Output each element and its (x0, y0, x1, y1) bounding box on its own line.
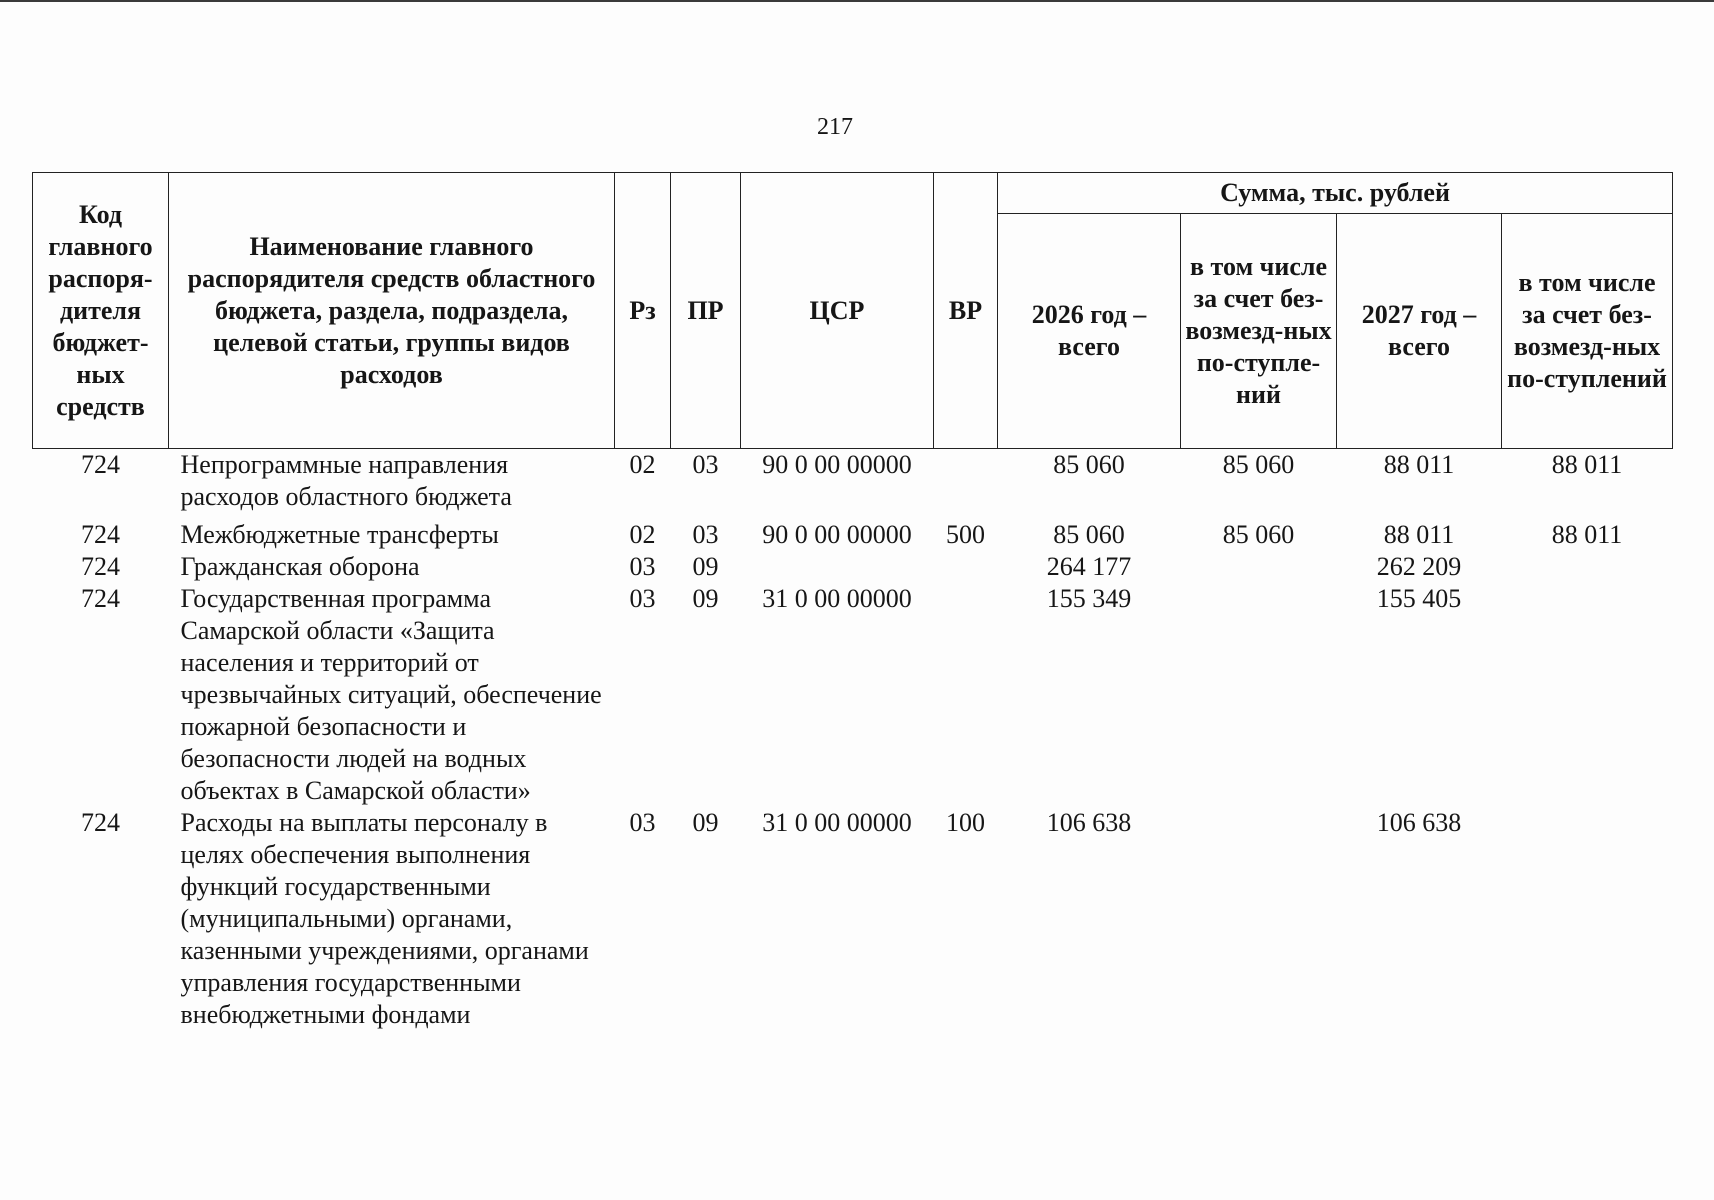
header-2027-gratuitous: в том числе за счет без-возмезд-ных по-ступлений (1502, 214, 1673, 449)
header-name: Наименование главного распорядителя средств областного бюджета, раздела, подраздела, целевой статьи, группы видов расходов (169, 173, 615, 449)
cell-2027-gratuitous: 88 011 (1551, 520, 1623, 549)
cell-rz: 03 (629, 584, 656, 613)
top-edge-rule (0, 0, 1714, 2)
cell-2027-gratuitous (1502, 583, 1673, 807)
table-row (33, 519, 1673, 551)
table-row (33, 449, 1673, 520)
header-pr: ПР (671, 173, 741, 449)
table-body (33, 449, 1673, 1032)
cell-csr: 90 0 00 00000 (762, 520, 912, 549)
cell-2026-total: 106 638 (1046, 808, 1132, 837)
cell-2026-total: 85 060 (1053, 450, 1125, 479)
budget-table (32, 172, 1673, 1031)
cell-2027-gratuitous: 88 011 (1551, 450, 1623, 479)
cell-2026-gratuitous: 85 060 (1222, 450, 1295, 479)
cell-name: Непрограммные направления расходов областного бюджета (180, 450, 512, 511)
cell-code: 724 (81, 520, 120, 549)
cell-2026-gratuitous (1181, 583, 1337, 807)
cell-2026-total: 264 177 (1046, 552, 1132, 581)
cell-2027-total: 155 405 (1376, 584, 1462, 613)
cell-name: Расходы на выплаты персоналу в целях обеспечения выполнения функций государственными (муниципальными) органами, казенными учреждениями, органами управления государственными внебюджетными фондами (180, 808, 589, 1029)
cell-code: 724 (81, 808, 120, 837)
cell-pr: 09 (692, 552, 719, 581)
cell-rz: 03 (629, 552, 656, 581)
header-vr: ВР (934, 173, 998, 449)
cell-2026-total: 85 060 (1053, 520, 1125, 549)
cell-vr: 500 (946, 520, 985, 549)
cell-csr: 31 0 00 00000 (762, 808, 912, 837)
header-code: Код главного распоря-дителя бюджет-ных средств (33, 173, 169, 449)
cell-name: Межбюджетные трансферты (180, 520, 499, 549)
cell-rz: 02 (629, 520, 656, 549)
header-csr: ЦСР (741, 173, 934, 449)
cell-rz: 03 (629, 808, 656, 837)
header-2026-gratuitous: в том числе за счет без-возмезд-ных по-ступле-ний (1181, 214, 1337, 449)
cell-rz: 02 (629, 450, 656, 479)
page-number: 217 (817, 114, 853, 140)
cell-csr: 31 0 00 00000 (762, 584, 912, 613)
cell-2027-total: 88 011 (1383, 450, 1455, 479)
header-sum-group: Сумма, тыс. рублей (998, 173, 1673, 214)
cell-2027-gratuitous (1502, 551, 1673, 583)
table-row (33, 807, 1673, 1031)
cell-2027-total: 106 638 (1376, 808, 1462, 837)
cell-2026-gratuitous (1181, 551, 1337, 583)
cell-code: 724 (81, 552, 120, 581)
cell-code: 724 (81, 584, 120, 613)
table-row (33, 551, 1673, 583)
cell-2027-total: 262 209 (1376, 552, 1462, 581)
cell-pr: 03 (692, 450, 719, 479)
cell-csr (741, 551, 934, 583)
cell-2027-gratuitous (1502, 807, 1673, 1031)
header-2027-total: 2027 год – всего (1337, 214, 1502, 449)
cell-csr: 90 0 00 00000 (762, 450, 912, 479)
cell-name: Гражданская оборона (180, 552, 420, 581)
cell-vr (934, 583, 998, 807)
cell-pr: 09 (692, 808, 719, 837)
table-row (33, 583, 1673, 807)
cell-pr: 09 (692, 584, 719, 613)
cell-code: 724 (81, 450, 120, 479)
cell-vr (934, 449, 998, 520)
cell-vr (934, 551, 998, 583)
cell-name: Государственная программа Самарской области «Защита населения и территорий от чрезвычайных ситуаций, обеспечение пожарной безопасности и безопасности людей на водных объектах в Самарской области» (180, 584, 602, 805)
cell-2026-gratuitous (1181, 807, 1337, 1031)
cell-pr: 03 (692, 520, 719, 549)
header-rz: Рз (615, 173, 671, 449)
cell-2026-total: 155 349 (1046, 584, 1132, 613)
table-header (33, 173, 1673, 449)
cell-vr: 100 (946, 808, 985, 837)
cell-2027-total: 88 011 (1383, 520, 1455, 549)
cell-2026-gratuitous: 85 060 (1222, 520, 1295, 549)
header-2026-total: 2026 год – всего (998, 214, 1181, 449)
